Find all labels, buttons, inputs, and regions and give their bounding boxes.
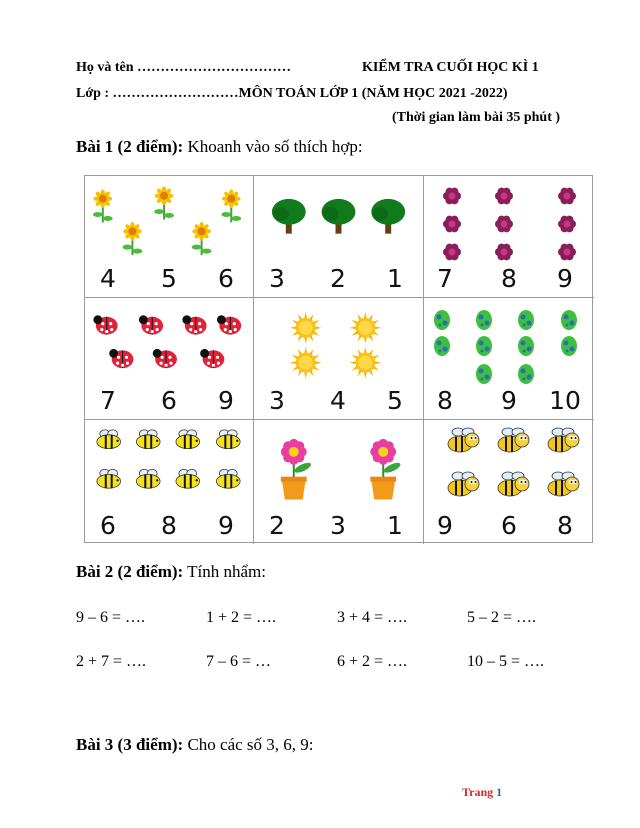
sun-icon: [349, 312, 381, 344]
counting-cell: [424, 298, 594, 420]
bee-icon: [136, 469, 160, 488]
counting-cell: [85, 176, 254, 298]
number-options: [254, 387, 423, 415]
egg-icon: [561, 310, 577, 330]
number-options: [424, 387, 594, 415]
number-option[interactable]: 4: [330, 386, 346, 415]
number-option[interactable]: 6: [100, 511, 116, 540]
exercise-1-heading: [76, 137, 363, 157]
number-option[interactable]: 5: [387, 386, 403, 415]
tree-icon: [272, 199, 306, 234]
number-options: [85, 387, 253, 415]
number-option[interactable]: 9: [501, 386, 517, 415]
bee-icon: [176, 430, 200, 449]
number-option[interactable]: 6: [501, 511, 517, 540]
bee-cartoon-icon: [448, 472, 479, 496]
bee-icon: [216, 469, 240, 488]
exam-title: KIỂM TRA CUỐI HỌC KÌ 1: [362, 60, 539, 75]
calc-item: 1 + 2 = ….: [206, 609, 277, 626]
number-option[interactable]: 3: [269, 264, 285, 293]
number-option[interactable]: 7: [100, 386, 116, 415]
number-option[interactable]: 5: [161, 264, 177, 293]
number-option[interactable]: 8: [557, 511, 573, 540]
calc-item: 2 + 7 = ….: [76, 653, 147, 670]
egg-icon: [518, 336, 534, 356]
sun-icon: [290, 347, 322, 379]
flower-pot-icon: [370, 439, 401, 500]
bee-cartoon-icon: [448, 428, 479, 452]
number-option[interactable]: 9: [218, 386, 234, 415]
ladybug-icon: [109, 349, 133, 368]
egg-icon: [561, 336, 577, 356]
sun-icon: [290, 312, 322, 344]
egg-icon: [476, 310, 492, 330]
sunflower-icon: [192, 222, 212, 255]
exercise-3-instruction: Cho các số 3, 6, 9:: [187, 735, 314, 754]
sunflower-icon: [221, 189, 241, 222]
page-number: 1: [496, 785, 503, 799]
number-option[interactable]: 1: [387, 264, 403, 293]
exercise-1-instruction: Khoanh vào số thích hợp:: [187, 137, 363, 156]
number-option[interactable]: 6: [218, 264, 234, 293]
exercise-3-title: Bài 3 (3 điểm):: [76, 735, 184, 754]
bee-icon: [136, 430, 160, 449]
number-option[interactable]: 8: [501, 264, 517, 293]
calc-item: 5 – 2 = ….: [467, 609, 537, 626]
purple-flower-icon: [495, 216, 513, 233]
number-option[interactable]: 9: [437, 511, 453, 540]
number-options: [254, 265, 423, 293]
egg-icon: [434, 310, 450, 330]
number-option[interactable]: 2: [330, 264, 346, 293]
exercise-1-title: Bài 1 (2 điểm):: [76, 137, 184, 156]
number-option[interactable]: 1: [387, 511, 403, 540]
counting-cell: [85, 420, 254, 544]
purple-flower-icon: [558, 188, 576, 205]
ladybug-icon: [93, 315, 117, 334]
bee-cartoon-icon: [498, 472, 529, 496]
egg-icon: [434, 336, 450, 356]
number-options: [424, 265, 594, 293]
purple-flower-icon: [558, 244, 576, 261]
counting-cell: [85, 298, 254, 420]
number-option[interactable]: 6: [161, 386, 177, 415]
purple-flower-icon: [495, 188, 513, 205]
exercise-2-instruction: Tính nhẩm:: [187, 562, 266, 581]
number-options: [254, 512, 423, 540]
page-label: Trang: [462, 785, 494, 799]
tree-icon: [371, 199, 405, 234]
number-options: [424, 512, 594, 540]
sunflower-icon: [154, 186, 174, 219]
number-option[interactable]: 10: [549, 386, 581, 415]
ladybug-icon: [200, 349, 224, 368]
sunflower-icon: [123, 222, 143, 255]
counting-cell: [424, 176, 594, 298]
bee-cartoon-icon: [548, 428, 579, 452]
purple-flower-icon: [495, 244, 513, 261]
counting-cell: [254, 176, 424, 298]
flower-pot-icon: [281, 439, 312, 500]
number-options: [85, 512, 253, 540]
page-footer: [462, 785, 502, 800]
student-name-field: Họ và tên ……………………………: [76, 60, 292, 75]
egg-icon: [476, 336, 492, 356]
calc-item: 7 – 6 = …: [206, 653, 272, 670]
counting-cell: [424, 420, 594, 544]
exercise-2-title: Bài 2 (2 điểm):: [76, 562, 184, 581]
time-note: (Thời gian làm bài 35 phút ): [392, 110, 561, 125]
counting-cell: [254, 298, 424, 420]
bee-icon: [176, 469, 200, 488]
number-option[interactable]: 4: [100, 264, 116, 293]
calc-item: 9 – 6 = ….: [76, 609, 146, 626]
sunflower-icon: [93, 189, 113, 222]
egg-icon: [476, 364, 492, 384]
counting-grid: [84, 175, 593, 543]
exercise-3-heading: [76, 735, 314, 755]
number-options: [85, 265, 253, 293]
number-option[interactable]: 3: [330, 511, 346, 540]
bee-icon: [216, 430, 240, 449]
purple-flower-icon: [558, 216, 576, 233]
number-option[interactable]: 9: [557, 264, 573, 293]
number-option[interactable]: 2: [269, 511, 285, 540]
number-option[interactable]: 8: [161, 511, 177, 540]
calc-item: 6 + 2 = ….: [337, 653, 408, 670]
counting-cell: [254, 420, 424, 544]
tree-icon: [322, 199, 356, 234]
purple-flower-icon: [443, 216, 461, 233]
bee-icon: [97, 469, 121, 488]
egg-icon: [518, 310, 534, 330]
class-subject-line: Lớp : ………………………MÔN TOÁN LỚP 1 (NĂM HỌC 2021 -2022): [76, 86, 508, 101]
bee-cartoon-icon: [548, 472, 579, 496]
bee-icon: [97, 430, 121, 449]
number-option[interactable]: 8: [437, 386, 453, 415]
sun-icon: [349, 347, 381, 379]
purple-flower-icon: [443, 188, 461, 205]
number-option[interactable]: 3: [269, 386, 285, 415]
bee-cartoon-icon: [498, 428, 529, 452]
exercise-2-heading: [76, 562, 266, 582]
purple-flower-icon: [443, 244, 461, 261]
number-option[interactable]: 7: [437, 264, 453, 293]
ladybug-icon: [153, 349, 177, 368]
ladybug-icon: [139, 315, 163, 334]
ladybug-icon: [217, 315, 241, 334]
ladybug-icon: [182, 315, 206, 334]
egg-icon: [518, 364, 534, 384]
calc-item: 10 – 5 = ….: [467, 653, 545, 670]
calc-item: 3 + 4 = ….: [337, 609, 408, 626]
number-option[interactable]: 9: [218, 511, 234, 540]
